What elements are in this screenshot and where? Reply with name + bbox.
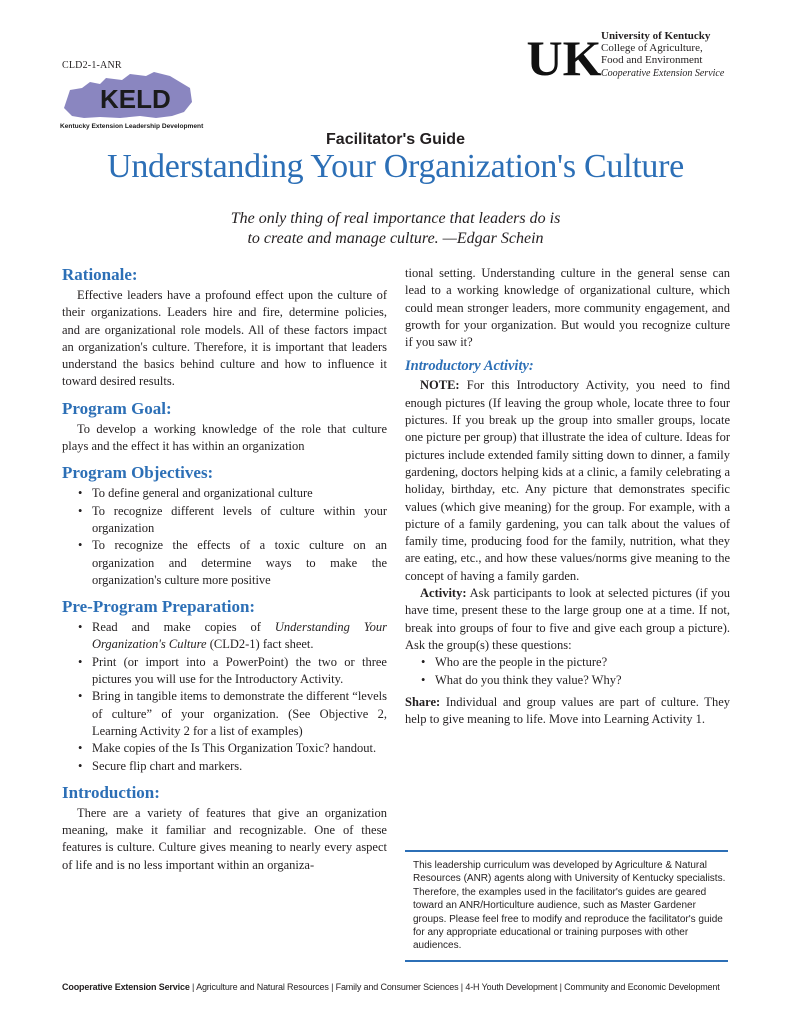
keld-tagline: Kentucky Extension Leadership Development (60, 123, 204, 130)
uk-college-2: Food and Environment (601, 54, 703, 66)
note-label: NOTE: (420, 378, 460, 393)
uk-college: College of Agriculture, (601, 42, 703, 54)
uk-extension: Cooperative Extension Service (601, 68, 725, 79)
uk-monogram: UK (526, 30, 602, 86)
activity-paragraph: Activity: Ask participants to look at selected pictures (if you have time, present these to the large group one at a time. If not, break into groups of four to five and give each group a picture). Ask the group(s) these questions: (405, 586, 730, 652)
epigraph-quote (0, 209, 791, 249)
introduction-continued: tional setting. Understanding culture in the general sense can lead to a working knowledge of organizational culture, which could mean stronger leaders, more community engagement, and growth for your organization. But would you recognize culture if you saw it? (405, 266, 730, 350)
list-item: • Who are the people in the picture? (435, 654, 730, 671)
introduction-text: There are a variety of features that give an organization meaning, make it familiar and recognizable. One of these features is culture. Culture gives meaning to nearly every aspect of life and is no less important within an organiza- (62, 805, 387, 872)
guide-label: Facilitator's Guide (326, 131, 465, 148)
list-item: • Print (or import into a PowerPoint) the two or three pictures you will use for the Introductory Activity. (92, 654, 387, 689)
preparation-list (62, 619, 387, 775)
uk-college-block (601, 30, 724, 80)
quote-line-1: The only thing of real importance that leaders do is (230, 210, 561, 227)
keld-acronym: KELD (100, 84, 171, 114)
footer-programs: | Agriculture and Natural Resources | Family and Consumer Sciences | 4-H Youth Development | Community and Economic Development (189, 982, 720, 992)
objectives-list (62, 485, 387, 589)
list-item: • Bring in tangible items to demonstrate the different “levels of culture” of your organization. (See Objective 2, Learning Activity 2 for a list of examples) (92, 688, 387, 740)
left-column (62, 263, 387, 874)
goal-text: To develop a working knowledge of the role that culture plays and the effect it has within an organization (62, 421, 387, 454)
note-paragraph: NOTE: For this Introductory Activity, you need to find enough pictures (If leaving the group whole, locate three to four pictures. If you break up the group into smaller groups, locate one picture per group) that illustrate the idea of culture. Ideas for pictures include extended family sitting down to dinner, a family gardening, doctors helping kids at a clinic, a family celebrating a holiday, birthday, etc. Any picture that demonstrates specific values (which give meaning) for the group. For example, with a picture of a family gardening, you can talk about the values of family time, producing food for the family, nutrition, what they are eating, etc., and how these values/norms give meaning to the concept of having a family garden. (405, 378, 730, 583)
list-item: • Secure flip chart and markers. (92, 758, 387, 775)
fact-sheet-title: Understanding Your Organization's Culture (92, 620, 387, 652)
list-item: • To define general and organizational culture (92, 485, 387, 502)
share-label: Share: (405, 694, 441, 709)
right-column (405, 265, 730, 728)
list-item: • What do you think they value? Why? (435, 672, 730, 689)
uk-university: University of Kentucky (601, 30, 711, 42)
uk-logo (526, 30, 602, 86)
curriculum-note-box: This leadership curriculum was developed by Agriculture & Natural Resources (ANR) agents along with University of Kentucky specialists. Therefore, the examples used in the facilitator's guides are geared toward an ANR/Horticulture audience, such as Master Gardener groups. Please feel free to modify and reproduce the facilitator's guide for any appropriate educational or training purposes with other audiences. (405, 850, 728, 962)
footer (62, 982, 742, 992)
page-title: Understanding Your Organization's Culture (107, 148, 684, 185)
objectives-heading: Program Objectives: (62, 463, 214, 483)
activity-heading: Introductory Activity: (405, 358, 534, 375)
list-item: • Read and make copies of Understanding Your Organization's Culture (CLD2-1) fact sheet. (92, 619, 387, 654)
rationale-text: Effective leaders have a profound effect upon the culture of their organizations. Leaders hire and fire, determine policies, and are organizational role models. All of these factors impact an organization's culture. Therefore, it is important that leaders understand the basics behind culture and how to influence it toward desired results. (62, 288, 387, 389)
activity-label: Activity: (420, 586, 467, 601)
keld-logo (60, 68, 204, 130)
introduction-heading: Introduction: (62, 782, 160, 802)
list-item: • To recognize different levels of culture within your organization (92, 503, 387, 538)
preparation-heading: Pre-Program Preparation: (62, 597, 256, 617)
publication-code: CLD2-1-ANR (62, 60, 122, 71)
list-item: • Make copies of the Is This Organization Toxic? handout. (92, 740, 387, 757)
list-item: • To recognize the effects of a toxic culture on an organization and determine ways to make the organization's culture more positive (92, 537, 387, 589)
rationale-heading: Rationale: (62, 265, 138, 284)
share-paragraph: Share: Individual and group values are part of culture. They help to give meaning to life. Move into Learning Activity 1. (405, 694, 730, 727)
goal-heading: Program Goal: (62, 398, 172, 418)
questions-list (405, 654, 730, 689)
footer-lead: Cooperative Extension Service (62, 982, 190, 992)
quote-line-2: to create and manage culture. —Edgar Schein (247, 230, 544, 247)
